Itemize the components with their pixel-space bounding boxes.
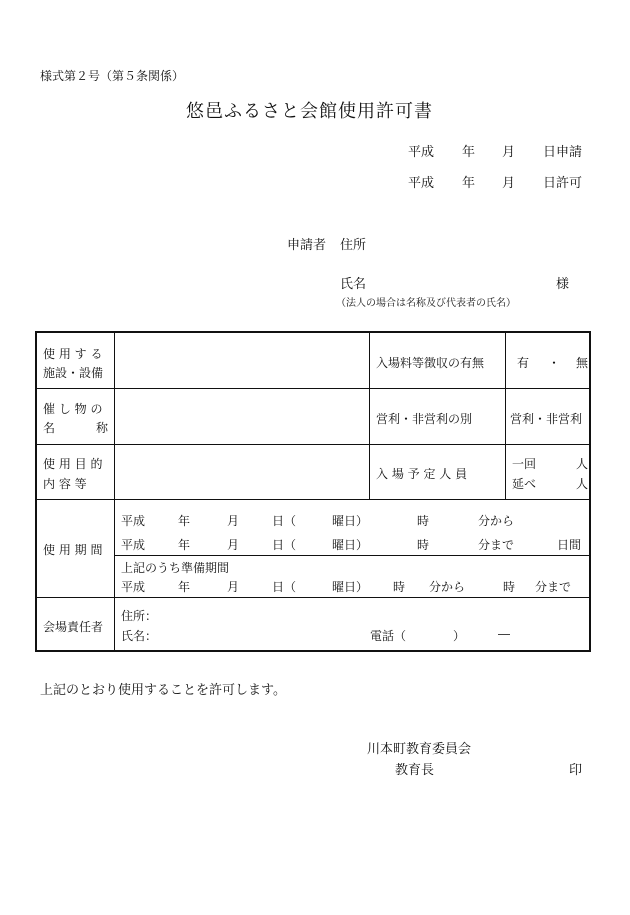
attendance-total-unit: 人	[576, 477, 589, 491]
apply-year: 年	[462, 145, 476, 160]
period-label: 使 用 期 間	[43, 543, 103, 557]
prep-period-divider	[114, 555, 589, 556]
option-yes: 有	[517, 356, 530, 370]
permit-year: 年	[462, 176, 476, 191]
seal-mark: 印	[569, 763, 583, 778]
row-divider	[37, 597, 589, 598]
end-era: 平成	[121, 538, 146, 552]
attendance-once-unit: 人	[576, 457, 589, 471]
issuer-position: 教育長	[395, 763, 435, 778]
prep-weekday: 曜日）	[332, 580, 369, 594]
admission-fee-label: 入場料等徴収の有無	[376, 356, 485, 370]
start-hour: 時	[417, 514, 430, 528]
start-era: 平成	[121, 514, 146, 528]
end-until: 分まで	[478, 538, 515, 552]
prep-hour-from: 時	[393, 580, 406, 594]
attendance-total-label: 延べ	[512, 477, 537, 491]
option-no: 無	[576, 356, 589, 370]
applicant-name-label: 氏名	[340, 277, 367, 292]
end-hour: 時	[417, 538, 430, 552]
issuer-name: 川本町教育委員会	[367, 742, 472, 757]
mid-column-divider	[369, 333, 370, 499]
prep-year: 年	[178, 580, 191, 594]
prep-until: 分まで	[535, 580, 572, 594]
start-weekday: 曜日）	[332, 514, 369, 528]
end-year: 年	[178, 538, 191, 552]
manager-phone-label: 電話（	[370, 629, 407, 643]
expected-attendance-label: 入 場 予 定 人 員	[376, 467, 468, 481]
applicant-address-label: 住所	[340, 238, 367, 253]
start-year: 年	[178, 514, 191, 528]
prep-month: 月	[227, 580, 240, 594]
end-days: 日間	[557, 538, 582, 552]
event-label-name: 名	[43, 421, 56, 435]
manager-address-label: 住所：	[121, 609, 158, 623]
end-day: 日（	[272, 538, 297, 552]
venue-manager-label: 会場責任者	[43, 620, 104, 634]
facility-label-line1: 使 用 す る	[43, 347, 103, 361]
start-month: 月	[227, 514, 240, 528]
usage-form-table	[35, 331, 591, 652]
row-divider	[37, 388, 589, 389]
profit-type-label: 営利・非営利の別	[376, 412, 473, 426]
row-divider	[37, 444, 589, 445]
purpose-label-line1: 使 用 目 的	[43, 457, 103, 471]
purpose-label-line2: 内 容 等	[43, 477, 87, 491]
manager-phone-dash: ―	[498, 627, 510, 641]
event-label-line1: 催 し 物 の	[43, 402, 103, 416]
applicant-label: 申請者	[287, 238, 327, 253]
prep-hour-to: 時	[503, 580, 516, 594]
end-month: 月	[227, 538, 240, 552]
apply-day-label: 日申請	[543, 145, 583, 160]
option-separator: ・	[548, 356, 561, 370]
facility-label-line2: 施設・設備	[43, 366, 104, 380]
prep-from: 分から	[429, 580, 466, 594]
prep-day: 日（	[272, 580, 297, 594]
form-number: 様式第２号（第５条関係）	[40, 69, 185, 83]
manager-name-label: 氏名：	[121, 629, 158, 643]
attendance-once-label: 一回	[512, 457, 537, 471]
manager-phone-close: ）	[453, 629, 466, 643]
permit-statement: 上記のとおり使用することを許可します。	[40, 683, 286, 698]
row-divider	[37, 499, 589, 500]
document-title: 悠邑ふるさと会館使用許可書	[186, 101, 433, 122]
prep-era: 平成	[121, 580, 146, 594]
start-from: 分から	[478, 514, 515, 528]
end-weekday: 曜日）	[332, 538, 369, 552]
right-column-divider	[505, 333, 506, 499]
corporation-note: （法人の場合は名称及び代表者の氏名）	[336, 298, 516, 309]
apply-era: 平成	[408, 145, 435, 160]
profit-type-value: 営利・非営利	[510, 412, 583, 426]
label-column-divider	[114, 333, 115, 650]
prep-period-title: 上記のうち準備期間	[121, 561, 230, 575]
permit-month: 月	[502, 176, 516, 191]
start-day: 日（	[272, 514, 297, 528]
apply-month: 月	[502, 145, 516, 160]
honorific: 様	[556, 277, 570, 292]
permit-day-label: 日許可	[543, 176, 583, 191]
permit-era: 平成	[408, 176, 435, 191]
event-label-title: 称	[96, 421, 109, 435]
